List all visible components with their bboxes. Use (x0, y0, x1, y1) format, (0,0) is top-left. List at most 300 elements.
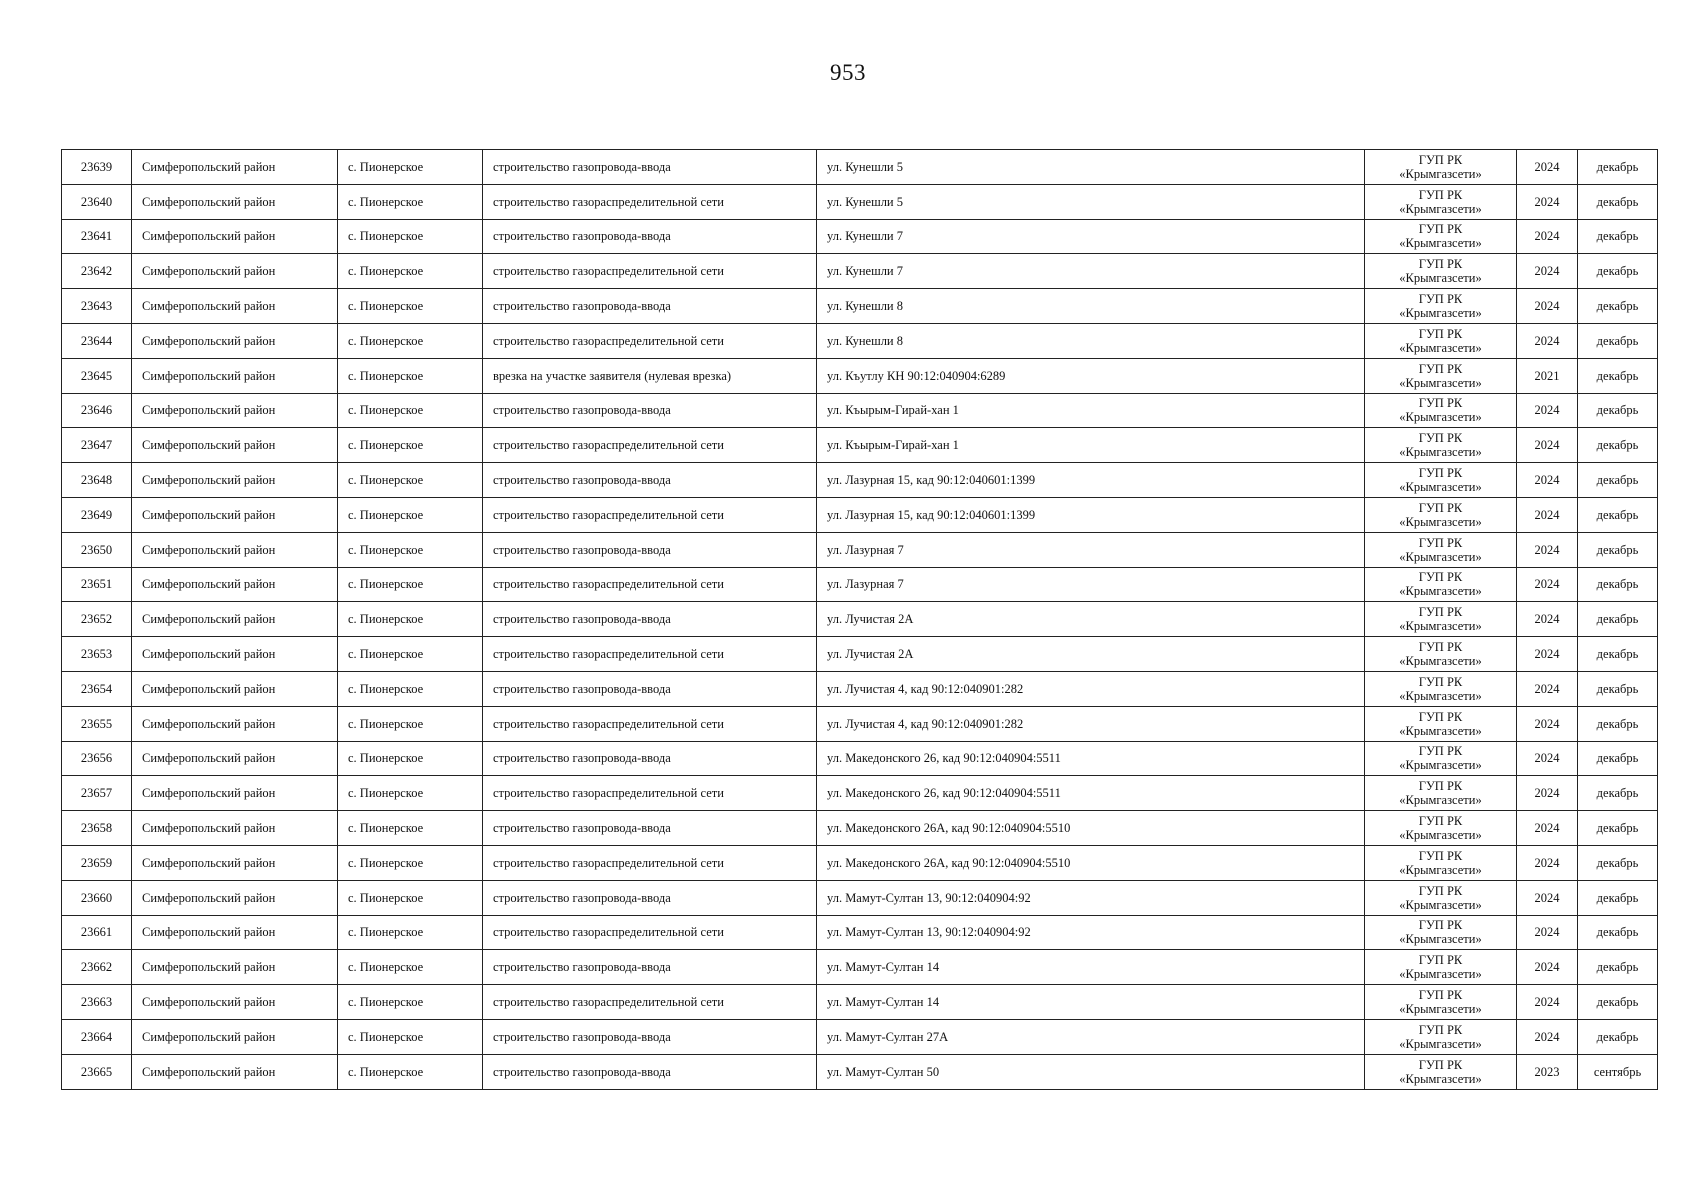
org-brand: «Крымгазсети» (1399, 688, 1482, 703)
cell-settlement: с. Пионерское (338, 358, 483, 393)
cell-work-type: строительство газопровода-ввода (483, 671, 817, 706)
table-row (62, 706, 1658, 741)
cell-district: Симферопольский район (132, 358, 338, 393)
cell-work-type: строительство газораспределительной сети (483, 567, 817, 602)
org-brand: «Крымгазсети» (1399, 654, 1482, 669)
cell-id: 23642 (62, 254, 132, 289)
cell-organization (1365, 254, 1517, 289)
cell-year: 2024 (1517, 637, 1578, 672)
cell-organization (1365, 880, 1517, 915)
table-row (62, 637, 1658, 672)
org-name: ГУП РК (1418, 466, 1463, 481)
cell-work-type: строительство газопровода-ввода (483, 219, 817, 254)
cell-month: декабрь (1578, 950, 1658, 985)
org-brand: «Крымгазсети» (1399, 862, 1482, 877)
cell-organization (1365, 219, 1517, 254)
table-row (62, 497, 1658, 532)
org-name: ГУП РК (1418, 187, 1463, 202)
table-row (62, 567, 1658, 602)
org-name: ГУП РК (1418, 953, 1463, 968)
cell-settlement: с. Пионерское (338, 811, 483, 846)
org-name: ГУП РК (1418, 640, 1463, 655)
cell-year: 2024 (1517, 811, 1578, 846)
cell-month: декабрь (1578, 915, 1658, 950)
cell-settlement: с. Пионерское (338, 1054, 483, 1089)
cell-id: 23659 (62, 845, 132, 880)
cell-organization (1365, 706, 1517, 741)
cell-month: декабрь (1578, 289, 1658, 324)
org-brand: «Крымгазсети» (1399, 514, 1482, 529)
cell-year: 2024 (1517, 950, 1578, 985)
cell-id: 23655 (62, 706, 132, 741)
cell-year: 2024 (1517, 463, 1578, 498)
table-row (62, 845, 1658, 880)
cell-district: Симферопольский район (132, 289, 338, 324)
cell-month: декабрь (1578, 323, 1658, 358)
cell-organization (1365, 741, 1517, 776)
cell-organization (1365, 323, 1517, 358)
org-name: ГУП РК (1418, 883, 1463, 898)
cell-id: 23660 (62, 880, 132, 915)
cell-address: ул. Мамут-Султан 50 (817, 1054, 1365, 1089)
cell-settlement: с. Пионерское (338, 602, 483, 637)
cell-organization (1365, 915, 1517, 950)
table-row (62, 1019, 1658, 1054)
cell-organization (1365, 776, 1517, 811)
cell-district: Симферопольский район (132, 811, 338, 846)
cell-district: Симферопольский район (132, 637, 338, 672)
cell-district: Симферопольский район (132, 776, 338, 811)
cell-year: 2024 (1517, 532, 1578, 567)
cell-month: декабрь (1578, 1019, 1658, 1054)
org-brand: «Крымгазсети» (1399, 306, 1482, 321)
org-name: ГУП РК (1418, 988, 1463, 1003)
cell-district: Симферопольский район (132, 602, 338, 637)
cell-district: Симферопольский район (132, 741, 338, 776)
cell-district: Симферопольский район (132, 323, 338, 358)
cell-month: декабрь (1578, 811, 1658, 846)
cell-organization (1365, 602, 1517, 637)
cell-organization (1365, 393, 1517, 428)
cell-year: 2023 (1517, 1054, 1578, 1089)
org-name: ГУП РК (1418, 570, 1463, 585)
org-brand: «Крымгазсети» (1399, 340, 1482, 355)
cell-id: 23653 (62, 637, 132, 672)
cell-address: ул. Лазурная 7 (817, 567, 1365, 602)
cell-month: декабрь (1578, 637, 1658, 672)
cell-id: 23646 (62, 393, 132, 428)
cell-district: Симферопольский район (132, 150, 338, 185)
cell-work-type: строительство газораспределительной сети (483, 254, 817, 289)
cell-organization (1365, 532, 1517, 567)
cell-district: Симферопольский район (132, 428, 338, 463)
org-name: ГУП РК (1418, 674, 1463, 689)
cell-year: 2024 (1517, 845, 1578, 880)
org-name: ГУП РК (1418, 361, 1463, 376)
cell-settlement: с. Пионерское (338, 150, 483, 185)
cell-year: 2021 (1517, 358, 1578, 393)
cell-district: Симферопольский район (132, 567, 338, 602)
org-brand: «Крымгазсети» (1399, 445, 1482, 460)
cell-id: 23643 (62, 289, 132, 324)
cell-district: Симферопольский район (132, 1054, 338, 1089)
cell-work-type: строительство газопровода-ввода (483, 880, 817, 915)
table-row (62, 741, 1658, 776)
cell-year: 2024 (1517, 323, 1578, 358)
org-name: ГУП РК (1418, 1022, 1463, 1037)
org-name: ГУП РК (1418, 222, 1463, 237)
table-row (62, 880, 1658, 915)
cell-work-type: строительство газопровода-ввода (483, 602, 817, 637)
cell-settlement: с. Пионерское (338, 184, 483, 219)
org-name: ГУП РК (1418, 709, 1463, 724)
org-brand: «Крымгазсети» (1399, 619, 1482, 634)
cell-id: 23663 (62, 985, 132, 1020)
cell-settlement: с. Пионерское (338, 950, 483, 985)
org-name: ГУП РК (1418, 848, 1463, 863)
cell-district: Симферопольский район (132, 985, 338, 1020)
cell-district: Симферопольский район (132, 393, 338, 428)
cell-month: декабрь (1578, 358, 1658, 393)
cell-settlement: с. Пионерское (338, 289, 483, 324)
cell-settlement: с. Пионерское (338, 393, 483, 428)
table-body (62, 150, 1658, 1090)
cell-district: Симферопольский район (132, 219, 338, 254)
cell-organization (1365, 428, 1517, 463)
org-brand: «Крымгазсети» (1399, 1036, 1482, 1051)
cell-work-type: строительство газораспределительной сети (483, 497, 817, 532)
cell-district: Симферопольский район (132, 532, 338, 567)
cell-year: 2024 (1517, 706, 1578, 741)
cell-settlement: с. Пионерское (338, 915, 483, 950)
org-name: ГУП РК (1418, 814, 1463, 829)
cell-address: ул. Македонского 26, кад 90:12:040904:5511 (817, 776, 1365, 811)
cell-month: декабрь (1578, 150, 1658, 185)
org-name: ГУП РК (1418, 605, 1463, 620)
table-row (62, 985, 1658, 1020)
cell-settlement: с. Пионерское (338, 1019, 483, 1054)
cell-settlement: с. Пионерское (338, 741, 483, 776)
cell-organization (1365, 985, 1517, 1020)
cell-work-type: строительство газопровода-ввода (483, 150, 817, 185)
table-row (62, 219, 1658, 254)
cell-work-type: строительство газопровода-ввода (483, 1054, 817, 1089)
cell-id: 23650 (62, 532, 132, 567)
org-brand: «Крымгазсети» (1399, 166, 1482, 181)
cell-settlement: с. Пионерское (338, 567, 483, 602)
cell-work-type: строительство газопровода-ввода (483, 393, 817, 428)
cell-settlement: с. Пионерское (338, 985, 483, 1020)
org-brand: «Крымгазсети» (1399, 758, 1482, 773)
table-row (62, 671, 1658, 706)
cell-year: 2024 (1517, 150, 1578, 185)
cell-address: ул. Лучистая 4, кад 90:12:040901:282 (817, 671, 1365, 706)
cell-month: декабрь (1578, 741, 1658, 776)
cell-address: ул. Къутлу КН 90:12:040904:6289 (817, 358, 1365, 393)
cell-settlement: с. Пионерское (338, 776, 483, 811)
org-name: ГУП РК (1418, 1057, 1463, 1072)
org-brand: «Крымгазсети» (1399, 201, 1482, 216)
cell-year: 2024 (1517, 219, 1578, 254)
cell-address: ул. Кунешли 7 (817, 219, 1365, 254)
table-row (62, 254, 1658, 289)
cell-id: 23644 (62, 323, 132, 358)
cell-work-type: строительство газораспределительной сети (483, 637, 817, 672)
cell-year: 2024 (1517, 776, 1578, 811)
cell-district: Симферопольский район (132, 880, 338, 915)
cell-organization (1365, 289, 1517, 324)
cell-id: 23639 (62, 150, 132, 185)
cell-organization (1365, 184, 1517, 219)
cell-district: Симферопольский район (132, 845, 338, 880)
cell-year: 2024 (1517, 985, 1578, 1020)
table-row (62, 1054, 1658, 1089)
cell-month: сентябрь (1578, 1054, 1658, 1089)
cell-work-type: строительство газопровода-ввода (483, 950, 817, 985)
org-brand: «Крымгазсети» (1399, 549, 1482, 564)
org-brand: «Крымгазсети» (1399, 967, 1482, 982)
cell-address: ул. Лазурная 15, кад 90:12:040601:1399 (817, 463, 1365, 498)
cell-district: Симферопольский район (132, 184, 338, 219)
cell-settlement: с. Пионерское (338, 428, 483, 463)
cell-year: 2024 (1517, 184, 1578, 219)
cell-id: 23658 (62, 811, 132, 846)
cell-year: 2024 (1517, 567, 1578, 602)
cell-settlement: с. Пионерское (338, 637, 483, 672)
cell-address: ул. Мамут-Султан 13, 90:12:040904:92 (817, 915, 1365, 950)
org-brand: «Крымгазсети» (1399, 375, 1482, 390)
cell-address: ул. Кунешли 5 (817, 150, 1365, 185)
cell-year: 2024 (1517, 393, 1578, 428)
cell-month: декабрь (1578, 602, 1658, 637)
cell-address: ул. Лучистая 2А (817, 602, 1365, 637)
cell-year: 2024 (1517, 602, 1578, 637)
cell-work-type: строительство газопровода-ввода (483, 532, 817, 567)
cell-work-type: строительство газопровода-ввода (483, 289, 817, 324)
cell-address: ул. Македонского 26, кад 90:12:040904:5511 (817, 741, 1365, 776)
cell-month: декабрь (1578, 706, 1658, 741)
table-row (62, 393, 1658, 428)
table-row (62, 811, 1658, 846)
cell-work-type: строительство газопровода-ввода (483, 811, 817, 846)
cell-address: ул. Кунешли 7 (817, 254, 1365, 289)
cell-organization (1365, 497, 1517, 532)
cell-month: декабрь (1578, 184, 1658, 219)
cell-month: декабрь (1578, 497, 1658, 532)
cell-organization (1365, 637, 1517, 672)
cell-district: Симферопольский район (132, 915, 338, 950)
cell-district: Симферопольский район (132, 254, 338, 289)
cell-id: 23665 (62, 1054, 132, 1089)
table-row (62, 323, 1658, 358)
cell-id: 23648 (62, 463, 132, 498)
table-row (62, 358, 1658, 393)
cell-address: ул. Мамут-Султан 13, 90:12:040904:92 (817, 880, 1365, 915)
cell-id: 23662 (62, 950, 132, 985)
cell-work-type: врезка на участке заявителя (нулевая врезка) (483, 358, 817, 393)
cell-year: 2024 (1517, 1019, 1578, 1054)
org-brand: «Крымгазсети» (1399, 793, 1482, 808)
cell-id: 23647 (62, 428, 132, 463)
cell-work-type: строительство газопровода-ввода (483, 463, 817, 498)
org-brand: «Крымгазсети» (1399, 897, 1482, 912)
org-brand: «Крымгазсети» (1399, 723, 1482, 738)
cell-organization (1365, 358, 1517, 393)
cell-month: декабрь (1578, 880, 1658, 915)
org-brand: «Крымгазсети» (1399, 236, 1482, 251)
cell-settlement: с. Пионерское (338, 845, 483, 880)
cell-id: 23645 (62, 358, 132, 393)
cell-month: декабрь (1578, 567, 1658, 602)
cell-address: ул. Мамут-Султан 14 (817, 985, 1365, 1020)
table-row (62, 602, 1658, 637)
table-row (62, 463, 1658, 498)
cell-address: ул. Кунешли 8 (817, 323, 1365, 358)
cell-year: 2024 (1517, 741, 1578, 776)
cell-organization (1365, 811, 1517, 846)
cell-district: Симферопольский район (132, 463, 338, 498)
cell-month: декабрь (1578, 463, 1658, 498)
org-name: ГУП РК (1418, 918, 1463, 933)
cell-organization (1365, 1054, 1517, 1089)
cell-settlement: с. Пионерское (338, 254, 483, 289)
cell-address: ул. Лазурная 15, кад 90:12:040601:1399 (817, 497, 1365, 532)
org-brand: «Крымгазсети» (1399, 1002, 1482, 1017)
cell-work-type: строительство газораспределительной сети (483, 776, 817, 811)
cell-id: 23651 (62, 567, 132, 602)
cell-organization (1365, 1019, 1517, 1054)
cell-address: ул. Къырым-Гирай-хан 1 (817, 393, 1365, 428)
cell-month: декабрь (1578, 532, 1658, 567)
org-brand: «Крымгазсети» (1399, 271, 1482, 286)
org-name: ГУП РК (1418, 500, 1463, 515)
cell-month: декабрь (1578, 776, 1658, 811)
cell-id: 23652 (62, 602, 132, 637)
cell-work-type: строительство газораспределительной сети (483, 323, 817, 358)
cell-address: ул. Кунешли 8 (817, 289, 1365, 324)
cell-id: 23641 (62, 219, 132, 254)
cell-id: 23657 (62, 776, 132, 811)
org-name: ГУП РК (1418, 257, 1463, 272)
cell-id: 23654 (62, 671, 132, 706)
cell-month: декабрь (1578, 254, 1658, 289)
org-name: ГУП РК (1418, 779, 1463, 794)
cell-work-type: строительство газораспределительной сети (483, 985, 817, 1020)
cell-work-type: строительство газораспределительной сети (483, 706, 817, 741)
cell-address: ул. Мамут-Султан 27А (817, 1019, 1365, 1054)
cell-district: Симферопольский район (132, 671, 338, 706)
org-name: ГУП РК (1418, 152, 1463, 167)
org-brand: «Крымгазсети» (1399, 480, 1482, 495)
org-brand: «Крымгазсети» (1399, 932, 1482, 947)
cell-organization (1365, 671, 1517, 706)
cell-work-type: строительство газораспределительной сети (483, 915, 817, 950)
org-brand: «Крымгазсети» (1399, 828, 1482, 843)
table-row (62, 950, 1658, 985)
cell-organization (1365, 845, 1517, 880)
org-brand: «Крымгазсети» (1399, 410, 1482, 425)
table-row (62, 532, 1658, 567)
cell-address: ул. Македонского 26А, кад 90:12:040904:5510 (817, 811, 1365, 846)
cell-settlement: с. Пионерское (338, 671, 483, 706)
org-name: ГУП РК (1418, 292, 1463, 307)
cell-settlement: с. Пионерское (338, 219, 483, 254)
cell-organization (1365, 463, 1517, 498)
cell-address: ул. Кунешли 5 (817, 184, 1365, 219)
org-brand: «Крымгазсети» (1399, 584, 1482, 599)
cell-address: ул. Лазурная 7 (817, 532, 1365, 567)
cell-address: ул. Лучистая 2А (817, 637, 1365, 672)
cell-id: 23640 (62, 184, 132, 219)
cell-id: 23649 (62, 497, 132, 532)
cell-settlement: с. Пионерское (338, 532, 483, 567)
cell-organization (1365, 567, 1517, 602)
cell-year: 2024 (1517, 428, 1578, 463)
cell-address: ул. Македонского 26А, кад 90:12:040904:5510 (817, 845, 1365, 880)
cell-year: 2024 (1517, 497, 1578, 532)
cell-month: декабрь (1578, 671, 1658, 706)
table-row (62, 289, 1658, 324)
cell-work-type: строительство газораспределительной сети (483, 845, 817, 880)
cell-year: 2024 (1517, 289, 1578, 324)
org-name: ГУП РК (1418, 535, 1463, 550)
cell-settlement: с. Пионерское (338, 497, 483, 532)
cell-work-type: строительство газораспределительной сети (483, 428, 817, 463)
cell-work-type: строительство газораспределительной сети (483, 184, 817, 219)
gas-works-table (61, 149, 1658, 1090)
cell-work-type: строительство газопровода-ввода (483, 1019, 817, 1054)
org-name: ГУП РК (1418, 326, 1463, 341)
cell-month: декабрь (1578, 845, 1658, 880)
table-row (62, 776, 1658, 811)
org-name: ГУП РК (1418, 396, 1463, 411)
cell-organization (1365, 950, 1517, 985)
cell-year: 2024 (1517, 915, 1578, 950)
cell-address: ул. Къырым-Гирай-хан 1 (817, 428, 1365, 463)
cell-month: декабрь (1578, 985, 1658, 1020)
cell-district: Симферопольский район (132, 706, 338, 741)
cell-address: ул. Мамут-Султан 14 (817, 950, 1365, 985)
cell-organization (1365, 150, 1517, 185)
cell-settlement: с. Пионерское (338, 706, 483, 741)
table-row (62, 150, 1658, 185)
cell-year: 2024 (1517, 254, 1578, 289)
org-name: ГУП РК (1418, 431, 1463, 446)
cell-id: 23656 (62, 741, 132, 776)
cell-month: декабрь (1578, 219, 1658, 254)
table-row (62, 915, 1658, 950)
org-name: ГУП РК (1418, 744, 1463, 759)
cell-settlement: с. Пионерское (338, 880, 483, 915)
cell-district: Симферопольский район (132, 497, 338, 532)
cell-year: 2024 (1517, 671, 1578, 706)
table-row (62, 428, 1658, 463)
org-brand: «Крымгазсети» (1399, 1071, 1482, 1086)
cell-id: 23661 (62, 915, 132, 950)
cell-district: Симферопольский район (132, 1019, 338, 1054)
cell-address: ул. Лучистая 4, кад 90:12:040901:282 (817, 706, 1365, 741)
cell-month: декабрь (1578, 393, 1658, 428)
table-row (62, 184, 1658, 219)
cell-id: 23664 (62, 1019, 132, 1054)
cell-settlement: с. Пионерское (338, 323, 483, 358)
cell-month: декабрь (1578, 428, 1658, 463)
cell-work-type: строительство газопровода-ввода (483, 741, 817, 776)
cell-district: Симферопольский район (132, 950, 338, 985)
page-number: 953 (830, 60, 866, 85)
cell-settlement: с. Пионерское (338, 463, 483, 498)
cell-year: 2024 (1517, 880, 1578, 915)
